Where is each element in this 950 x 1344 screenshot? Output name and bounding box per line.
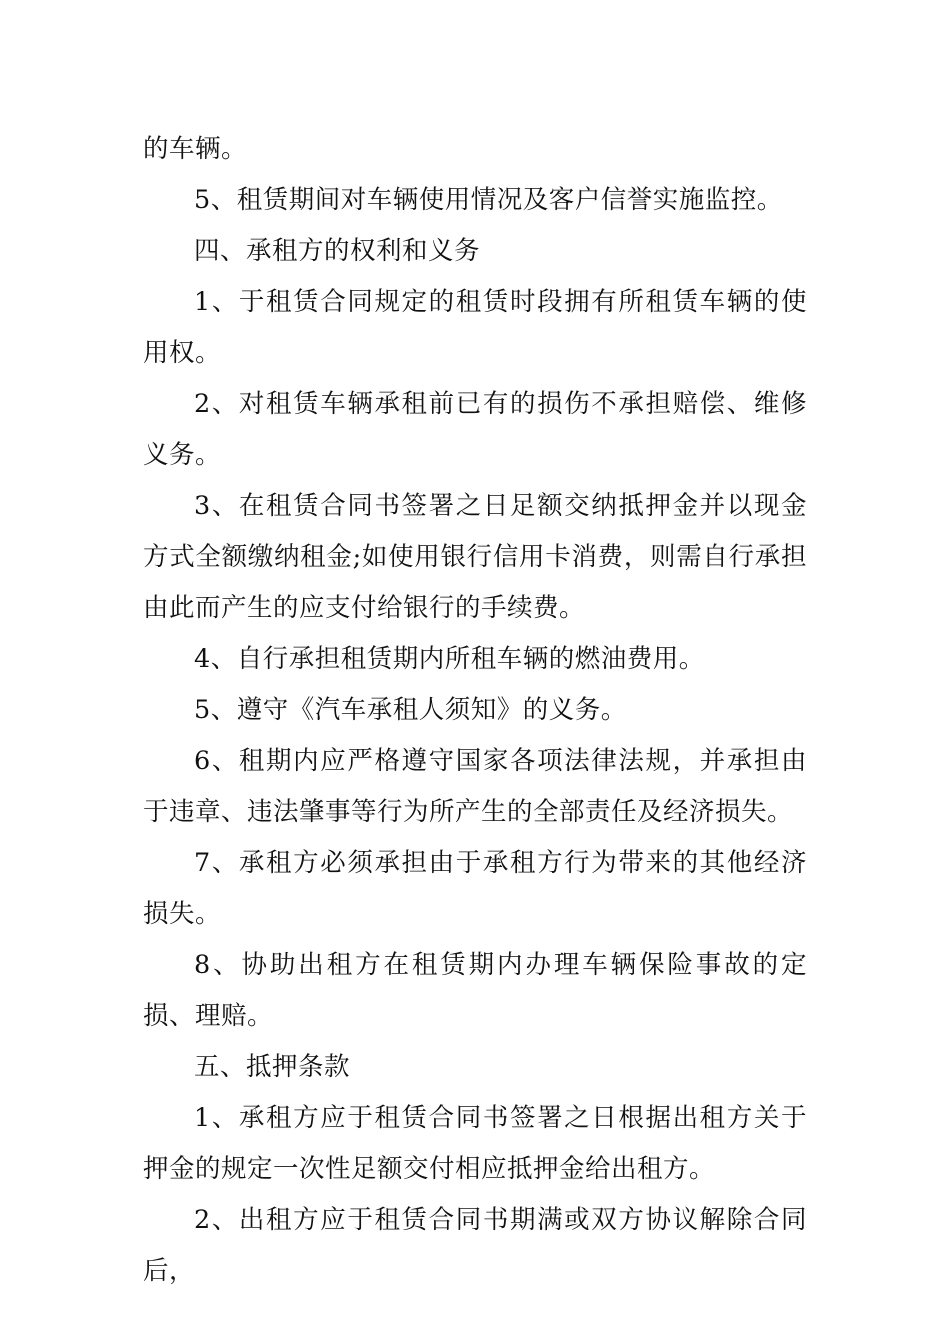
paragraph: 1、于租赁合同规定的租赁时段拥有所租赁车辆的使用权。 [143, 287, 807, 368]
paragraph: 6、租期内应严格遵守国家各项法律法规，并承担由于违章、违法肇事等行为所产生的全部责任及经济损失。 [143, 746, 807, 827]
paragraph: 2、对租赁车辆承租前已有的损伤不承担赔偿、维修义务。 [143, 389, 807, 470]
paragraph: 7、承租方必须承担由于承租方行为带来的其他经济损失。 [143, 848, 807, 929]
section-heading: 五、抵押条款 [194, 1052, 351, 1082]
paragraph: 5、租赁期间对车辆使用情况及客户信誉实施监控。 [194, 185, 783, 215]
paragraph: 5、遵守《汽车承租人须知》的义务。 [194, 695, 627, 725]
paragraph: 的车辆。 [143, 134, 248, 164]
paragraph: 2、出租方应于租赁合同书期满或双方协议解除合同后， [143, 1205, 807, 1286]
section-heading: 四、承租方的权利和义务 [194, 236, 481, 266]
paragraph: 3、在租赁合同书签署之日足额交纳抵押金并以现金方式全额缴纳租金;如使用银行信用卡消费，则需自行承担由此而产生的应支付给银行的手续费。 [143, 491, 807, 623]
paragraph: 4、自行承担租赁期内所租车辆的燃油费用。 [194, 644, 705, 674]
paragraph: 8、协助出租方在租赁期内办理车辆保险事故的定损、理赔。 [143, 950, 807, 1031]
document-body [143, 124, 807, 1297]
paragraph: 1、承租方应于租赁合同书签署之日根据出租方关于押金的规定一次性足额交付相应抵押金给出租方。 [143, 1103, 807, 1184]
